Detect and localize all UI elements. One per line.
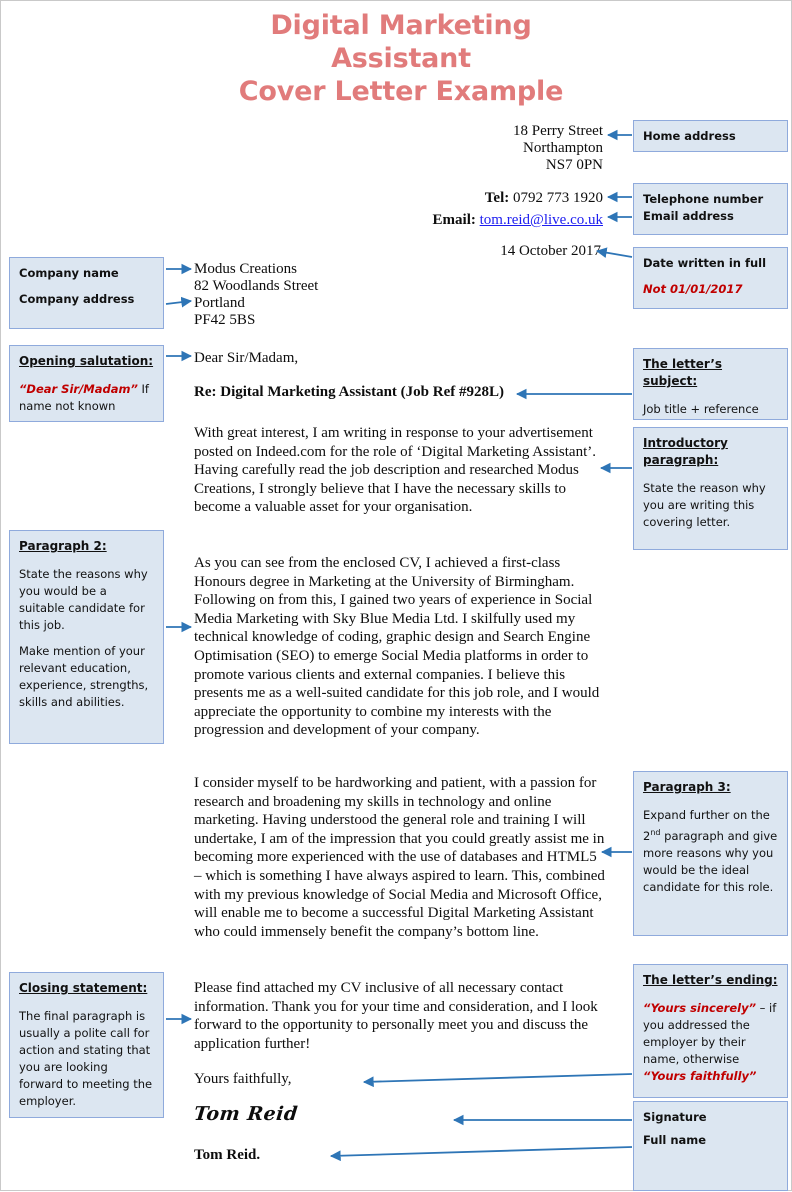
- note-ending-mid-text: – if you addressed the employer by their name, otherwise: [643, 1001, 777, 1066]
- paragraph-intro: With great interest, I am writing in response to your advertisement posted on Indeed.com for the role of ‘Digital Marketing Assistant’. Having carefully read the job description and researched Modus Creations, I strongly believe that I have the necessary skills to become a valuable asset for your organisation.: [194, 425, 596, 516]
- note-company-name-label: Company name: [19, 266, 119, 280]
- note-closing-body: The final paragraph is usually a polite call for action and stating that you are looking forward to meeting the employer.: [19, 1009, 153, 1108]
- sign-off: Yours faithfully,: [194, 1071, 292, 1087]
- paragraph-three: I consider myself to be hardworking and patient, with a passion for research and broadening my skills in technology and online marketing. Having understood the general role and training I will undertake, I am of the impression that you could greatly assist me in becoming more experienced with the use of databases and HTML5 – which is something I have always aspired to learn. This, combined with my previous knowledge of Social Media and Microsoft Office, will enable me to become a successful Digital Marketing Assistant who could immensely benefit the company’s bottom line.: [194, 775, 605, 940]
- arrow-date: [597, 251, 632, 257]
- arrow-full-name: [331, 1147, 632, 1156]
- company-postcode: PF42 5BS: [194, 312, 256, 328]
- salutation: Dear Sir/Madam,: [194, 350, 299, 366]
- note-salutation-rest: If name not known: [19, 382, 149, 413]
- note-ending-quote-sincerely: “Yours sincerely”: [643, 1001, 756, 1015]
- note-telephone-email: [633, 183, 788, 235]
- note-paragraph-2-body-1: State the reasons why you would be a suitable candidate for this job.: [19, 567, 148, 632]
- telephone-value: 0792 773 1920: [513, 190, 603, 206]
- note-subject-header: The letter’s subject:: [643, 357, 723, 388]
- note-p3-text-b: paragraph and give more reasons why you would be the ideal candidate for this role.: [643, 828, 778, 894]
- telephone-label: Tel:: [484, 190, 510, 206]
- subject-line: Re: Digital Marketing Assistant (Job Ref #928L): [194, 384, 504, 400]
- note-paragraph-2: [9, 530, 164, 744]
- note-closing-statement: [9, 972, 164, 1118]
- email-label: Email:: [432, 212, 476, 228]
- note-p3-ordinal-suffix: nd: [650, 828, 661, 837]
- sender-address-line-1: 18 Perry Street: [513, 123, 603, 139]
- company-street: 82 Woodlands Street: [194, 278, 319, 294]
- note-ending-body: [643, 1000, 778, 1085]
- note-paragraph-3-body: [643, 807, 778, 896]
- note-date-warning: Not 01/01/2017: [643, 282, 743, 296]
- title-line-1: Digital Marketing: [270, 10, 532, 41]
- note-subject: [633, 348, 788, 420]
- note-company: [9, 257, 164, 329]
- note-signature-fullname: [633, 1101, 788, 1191]
- contact-block: [361, 187, 603, 231]
- note-ending-header: The letter’s ending:: [643, 973, 778, 987]
- note-ending-quote-faithfully: “Yours faithfully”: [643, 1069, 757, 1083]
- note-paragraph-2-header: Paragraph 2:: [19, 539, 107, 553]
- note-paragraph-3-header: Paragraph 3:: [643, 780, 731, 794]
- telephone-line: [361, 187, 603, 209]
- note-home-address: [633, 120, 788, 152]
- email-link[interactable]: tom.reid@live.co.uk: [479, 212, 603, 228]
- note-date: [633, 247, 788, 309]
- note-date-header: Date written in full: [643, 256, 767, 270]
- note-telephone-label: Telephone number: [643, 192, 764, 206]
- sender-address-postcode: NS7 0PN: [545, 157, 603, 173]
- note-paragraph-3: [633, 771, 788, 936]
- email-line: [361, 209, 603, 231]
- handwritten-signature: Tom Reid: [192, 1103, 299, 1125]
- title-line-2: Assistant: [331, 43, 471, 74]
- note-email-label: Email address: [643, 209, 734, 223]
- note-intro-paragraph: [633, 427, 788, 550]
- note-salutation-quote: “Dear Sir/Madam”: [19, 382, 138, 396]
- note-intro-body: State the reason why you are writing this covering letter.: [643, 481, 766, 529]
- note-signature-label: Signature: [643, 1110, 707, 1124]
- note-home-address-label: Home address: [643, 128, 736, 143]
- company-name: Modus Creations: [194, 261, 297, 277]
- note-subject-body: Job title + reference: [643, 402, 759, 416]
- title-line-3: Cover Letter Example: [238, 76, 564, 107]
- note-intro-header: Introductory paragraph:: [643, 436, 728, 467]
- sender-address: [433, 123, 603, 174]
- note-full-name-label: Full name: [643, 1133, 707, 1147]
- sender-address-line-2: Northampton: [523, 140, 603, 156]
- company-address: [194, 261, 454, 329]
- arrow-sign-off: [364, 1074, 632, 1082]
- note-paragraph-2-body-2: Make mention of your relevant education, experience, strengths, skills and abilities.: [19, 644, 149, 709]
- note-salutation-header: Opening salutation:: [19, 354, 154, 368]
- note-salutation: [9, 345, 164, 422]
- note-salutation-body: [19, 382, 149, 413]
- letter-date: 14 October 2017: [500, 243, 601, 259]
- arrow-company-address: [166, 301, 191, 304]
- page-title: [181, 9, 621, 108]
- note-letter-ending: [633, 964, 788, 1098]
- note-p3-text-a: Expand further on the: [643, 808, 770, 822]
- note-closing-header: Closing statement:: [19, 981, 148, 995]
- paragraph-closing: Please find attached my CV inclusive of all necessary contact information. Thank you for your time and consideration, and I look forward to the opportunity to personally meet you and discuss the application further!: [194, 980, 598, 1052]
- note-company-address-label: Company address: [19, 292, 135, 306]
- company-city: Portland: [194, 295, 245, 311]
- note-p3-ordinal-number: 2: [643, 828, 651, 843]
- paragraph-two: As you can see from the enclosed CV, I achieved a first-class Honours degree in Marketing at the University of Birmingham. Following on from this, I gained two years of experience in Social Media Marketing with Sky Blue Media Ltd. I skilfully used my technical knowledge of coding, graphic design and Search Engine Optimisation (SEO) to emerge Social Media platforms in order to promote various clients and external companies. I believe this presents me as a well-suited candidate for this job role, and I would appreciate the opportunity to combine my interests with the progression and development of your company.: [194, 555, 600, 739]
- printed-full-name: Tom Reid.: [194, 1147, 261, 1163]
